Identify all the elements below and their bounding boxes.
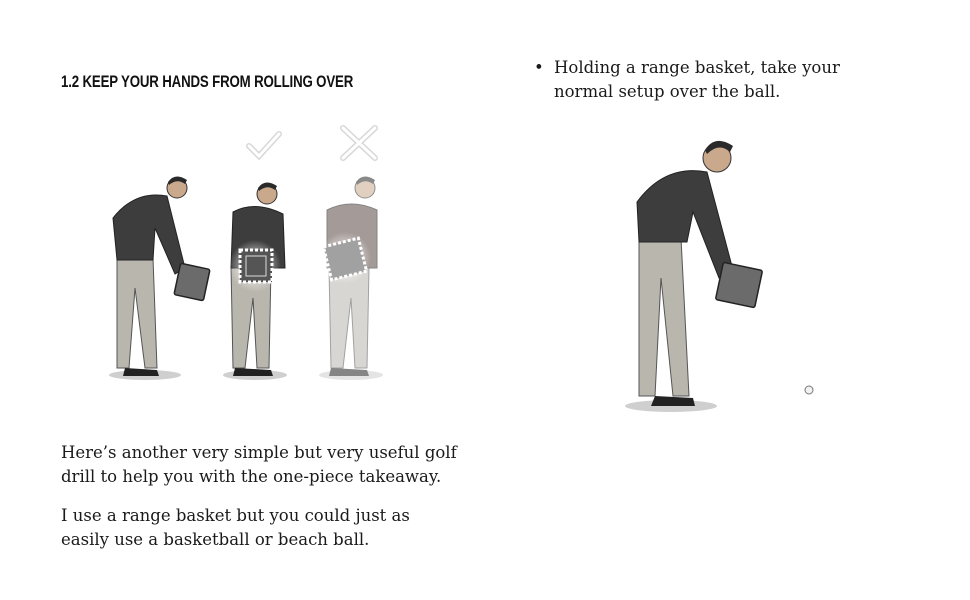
right-page xyxy=(485,0,970,600)
golfer-correct-figure xyxy=(223,182,287,380)
check-mark-icon xyxy=(249,134,279,156)
golf-ball xyxy=(805,386,813,394)
drill-illustration-three-golfers xyxy=(95,118,415,390)
section-heading: 1.2 KEEP YOUR HANDS FROM ROLLING OVER xyxy=(61,72,354,91)
golfer-setup-figure xyxy=(109,176,210,380)
golfer-incorrect-figure xyxy=(319,176,383,380)
intro-paragraph: Here’s another very simple but very useful golf drill to help you with the one-piece takeaway. xyxy=(61,443,457,486)
list-item-text: Holding a range basket, take your normal setup over the ball. xyxy=(554,58,840,101)
list-item xyxy=(534,56,864,104)
x-mark-icon xyxy=(343,128,375,158)
equipment-paragraph: I use a range basket but you could just as easily use a basketball or beach ball. xyxy=(61,506,410,549)
bullet-icon: • xyxy=(534,58,544,77)
golfer-setup-with-basket-illustration xyxy=(615,128,835,422)
instruction-list xyxy=(534,56,864,104)
